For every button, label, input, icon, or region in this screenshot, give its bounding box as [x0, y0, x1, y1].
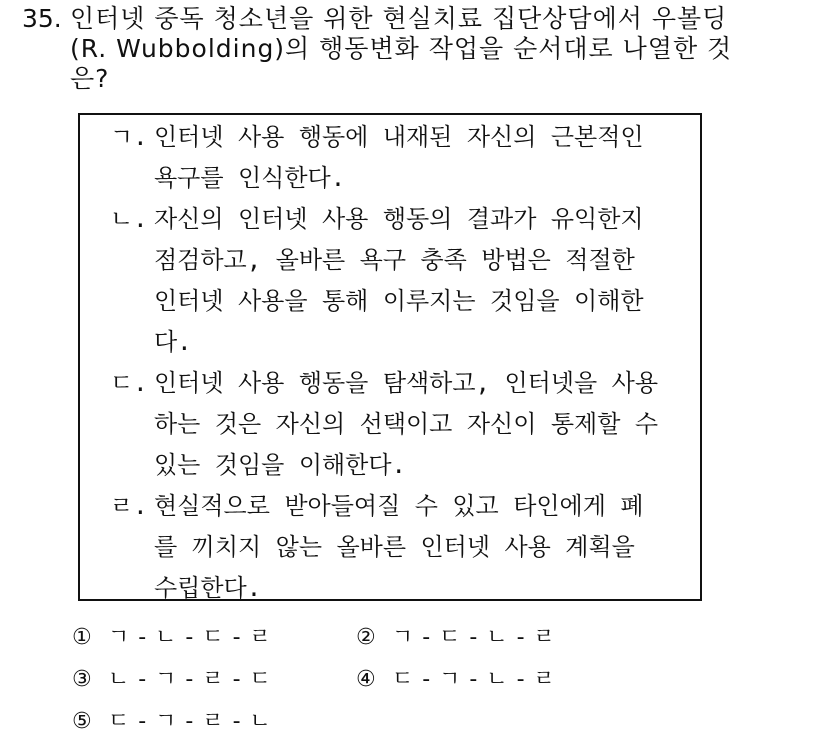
option-number: ②: [356, 625, 377, 650]
statement-text: [154, 486, 694, 609]
statement-line: 있는 것임을 이해한다.: [154, 451, 407, 479]
question-line: 인터넷 중독 청소년을 위한 현실치료 집단상담에서 우볼딩: [70, 4, 728, 33]
statements-box: [78, 113, 702, 601]
option-number: ④: [356, 667, 377, 692]
statement-text: [154, 199, 694, 363]
statement-text: [154, 117, 694, 199]
statement-line: 하는 것은 자신의 선택이고 자신이 통제할 수: [154, 410, 659, 438]
statement-line: 다.: [154, 328, 192, 356]
option-5[interactable]: [72, 710, 272, 734]
option-number: ①: [72, 625, 93, 650]
option-sequence: ㄴ - ㄱ - ㄹ - ㄷ: [108, 667, 272, 692]
statement-marker: ㄱ.: [110, 123, 148, 151]
option-1[interactable]: [72, 626, 272, 650]
question-number: 35.: [22, 4, 62, 33]
statement-marker: ㄴ.: [110, 205, 148, 233]
statement-line: 현실적으로 받아들여질 수 있고 타인에게 폐: [154, 492, 644, 520]
statement-line: 욕구를 인식한다.: [154, 164, 346, 192]
option-3[interactable]: [72, 668, 272, 692]
statement-text: [154, 363, 694, 486]
option-2[interactable]: [356, 626, 556, 650]
statement-marker: ㄷ.: [110, 369, 148, 397]
option-4[interactable]: [356, 668, 556, 692]
question-line: (R. Wubbolding)의 행동변화 작업을 순서대로 나열한 것: [70, 34, 733, 63]
option-sequence: ㄱ - ㄷ - ㄴ - ㄹ: [392, 625, 556, 650]
question-line: 은?: [70, 64, 110, 93]
option-sequence: ㄷ - ㄱ - ㄹ - ㄴ: [108, 709, 272, 734]
statement-line: 자신의 인터넷 사용 행동의 결과가 유익한지: [154, 205, 644, 233]
statement-line: 인터넷 사용을 통해 이루지는 것임을 이해한: [154, 287, 644, 315]
statement-line: 수립한다.: [154, 574, 262, 602]
question-text: [70, 4, 790, 94]
statement-line: 인터넷 사용 행동에 내재된 자신의 근본적인: [154, 123, 644, 151]
option-number: ⑤: [72, 709, 93, 734]
option-sequence: ㄱ - ㄴ - ㄷ - ㄹ: [108, 625, 272, 650]
statement-line: 인터넷 사용 행동을 탐색하고, 인터넷을 사용: [154, 369, 659, 397]
statement-marker: ㄹ.: [110, 492, 148, 520]
option-number: ③: [72, 667, 93, 692]
statement-line: 를 끼치지 않는 올바른 인터넷 사용 계획을: [154, 533, 635, 561]
statement-line: 점검하고, 올바른 욕구 충족 방법은 적절한: [154, 246, 635, 274]
option-sequence: ㄷ - ㄱ - ㄴ - ㄹ: [392, 667, 556, 692]
